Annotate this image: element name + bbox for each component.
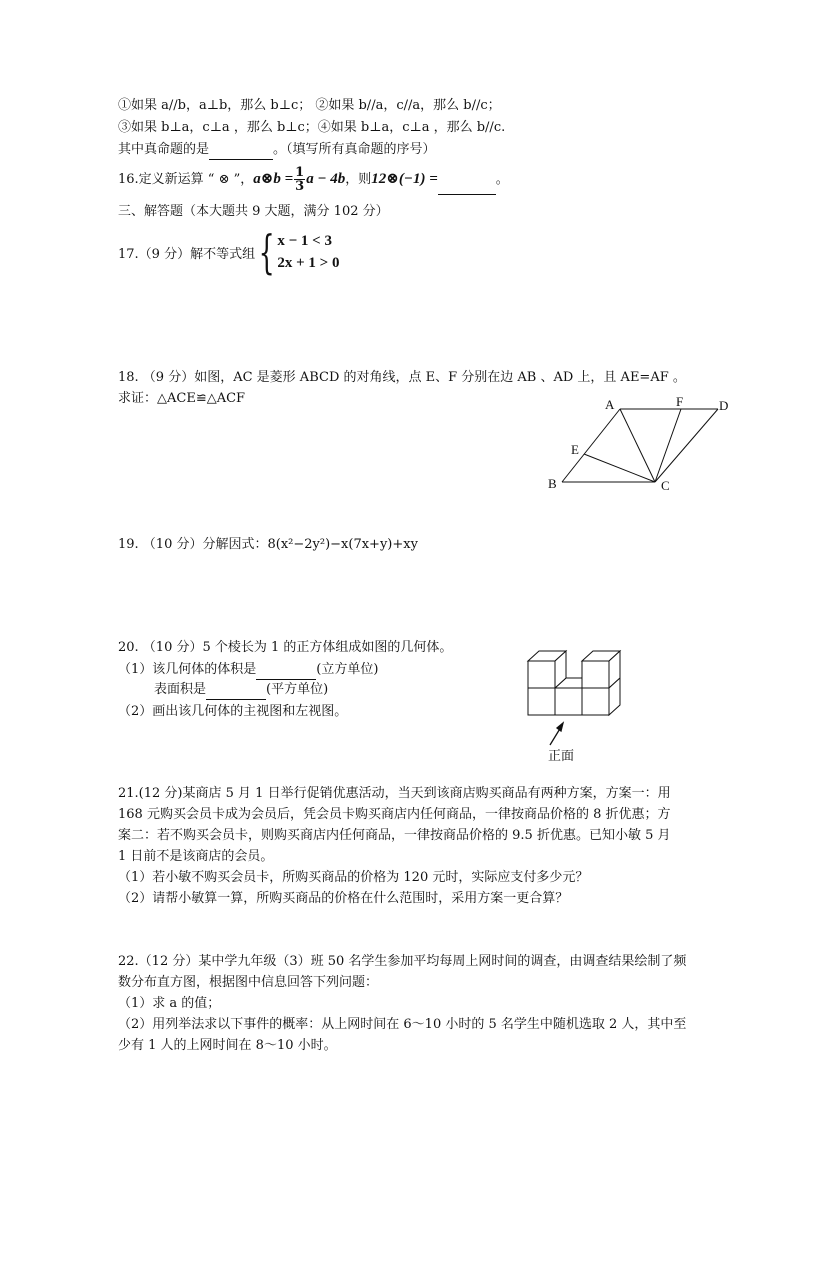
q17-eq1: x − 1 < 3 — [277, 233, 332, 249]
q20-line2-b: (立方单位) — [316, 662, 379, 677]
q17-system — [118, 225, 340, 279]
cube-front-bottom-left — [528, 688, 555, 715]
q20-line3-b: (平方单位) — [266, 682, 329, 697]
q20-line2-a: （1）该几何体的体积是 — [118, 662, 257, 677]
q21-line5: （1）若小敏不购买会员卡，所购买商品的价格为 120 元时，实际应支付多少元？ — [118, 870, 589, 885]
q21-line3: 案二：若不购买会员卡，则购买商店内任何商品，一律按商品价格的 9.5 折优惠。已知小敏 5 月 — [118, 828, 671, 843]
q16-expr: 12⊗(−1) = — [371, 171, 438, 187]
q15-line2: ③如果 b⊥a，c⊥a ，那么 b⊥c；④如果 b⊥a，c⊥a ，那么 b//c. — [118, 120, 506, 135]
q22-line4: （2）用列举法求以下事件的概率：从上网时间在 6～10 小时的 5 名学生中随机选取 2 人，其中至 — [118, 1017, 687, 1032]
q20-line4: （2）画出该几何体的主视图和左视图。 — [118, 704, 348, 719]
q16-end: 。 — [495, 172, 509, 187]
q21-line4: 1 日前不是该商店的会员。 — [118, 849, 274, 864]
cube-front-top-right — [582, 661, 609, 688]
q17-eq2: 2x + 1 > 0 — [277, 255, 340, 271]
q18-line1: 18. （9 分）如图，AC 是菱形 ABCD 的对角线，点 E、F 分别在边 AB 、AD 上，且 AE=AF 。 — [118, 370, 686, 385]
q16-mid: ，则 — [345, 172, 372, 187]
q20-line3 — [154, 680, 328, 700]
label-F: F — [676, 394, 684, 409]
q16-frac-den: 3 — [295, 179, 305, 194]
label-E: E — [571, 442, 579, 457]
section3-title: 三、解答题（本大题共 9 大题，满分 102 分） — [118, 204, 389, 219]
q16-rhs: a − 4b — [306, 171, 346, 187]
q16-lhs: a⊗b = — [253, 171, 294, 187]
cube-front-bottom-middle — [555, 688, 582, 715]
rhombus-figure — [540, 392, 740, 496]
label-D: D — [719, 398, 729, 413]
q20-line1: 20. （10 分）5 个棱长为 1 的正方体组成如图的几何体。 — [118, 640, 453, 655]
label-A: A — [605, 397, 615, 412]
q21-line1: 21.(12 分)某商店 5 月 1 日举行促销优惠活动，当天到该商店购买商品有两种方案，方案一：用 — [118, 786, 671, 801]
q15-line3-a: 其中真命题的是 — [118, 142, 210, 157]
q17-label: 17.（9 分）解不等式组 — [118, 246, 256, 262]
q22-line1: 22.（12 分）某中学九年级（3）班 50 名学生参加平均每周上网时间的调查，由调查结果绘制了频 — [118, 954, 687, 969]
q15-answer-blank[interactable] — [209, 159, 273, 160]
q16-line — [118, 164, 509, 195]
front-label: 正面 — [548, 749, 575, 764]
q15-line1: ①如果 a//b，a⊥b，那么 b⊥c； ②如果 b//a，c//a，那么 b//c； — [118, 98, 501, 113]
segment-CE — [584, 454, 655, 482]
q20-line3-a: 表面积是 — [154, 682, 207, 697]
cube-front-bottom-right — [582, 688, 609, 715]
q17-equations — [277, 230, 339, 274]
edge-CD — [655, 409, 718, 482]
q16-answer-blank[interactable] — [438, 174, 496, 195]
brace-icon: { — [258, 225, 275, 279]
q21-line2: 168 元购买会员卡成为会员后，凭会员卡购买商店内任何商品，一律按商品价格的 8 折优惠；方 — [118, 807, 671, 822]
arrow-icon — [550, 723, 563, 745]
q18-line2: 求证：△ACE≌△ACF — [118, 391, 246, 406]
q16-fraction — [294, 166, 305, 193]
segment-CF — [655, 409, 681, 482]
q15-line3 — [118, 140, 436, 160]
q22-line2: 数分布直方图，根据图中信息回答下列问题： — [118, 975, 379, 990]
q15-line3-b: 。（填写所有真命题的序号） — [273, 142, 436, 157]
cube-front-top-left — [528, 661, 555, 688]
q20-surface-blank[interactable] — [206, 699, 266, 700]
q20-line2 — [118, 660, 378, 680]
q16-frac-num: 1 — [295, 165, 305, 180]
label-B: B — [548, 476, 557, 491]
q19-text: 19. （10 分）分解因式：8(x²−2y²)−x(7x+y)+xy — [118, 537, 418, 552]
label-C: C — [661, 478, 670, 493]
q21-line6: （2）请帮小敏算一算，所购买商品的价格在什么范围时，采用方案一更合算？ — [118, 891, 569, 906]
diagonal-AC — [620, 409, 655, 482]
cube-solid-figure — [520, 645, 630, 769]
q16-prefix: 16.定义新运算 “ ⊗ ”， — [118, 172, 254, 187]
q22-line3: （1）求 a 的值； — [118, 996, 221, 1011]
q22-line5: 少有 1 人的上网时间在 8～10 小时。 — [118, 1038, 337, 1053]
